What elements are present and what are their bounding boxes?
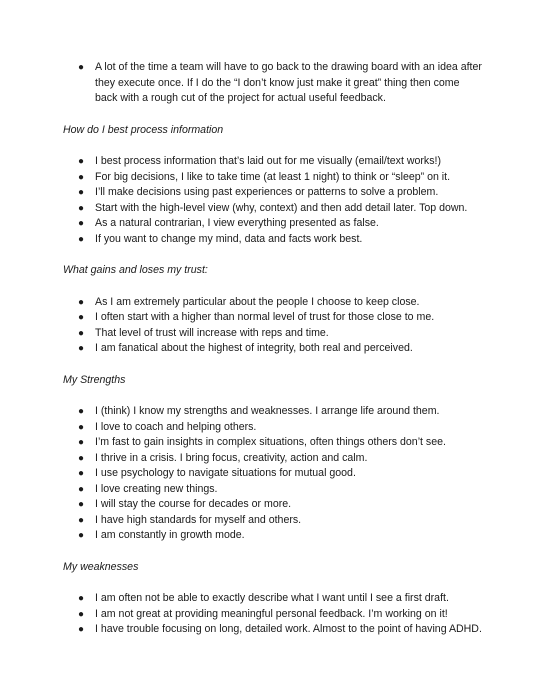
list-item [63, 216, 483, 232]
bullet-icon: ● [78, 452, 85, 464]
intro-list [63, 60, 483, 107]
bullet-icon: ● [78, 296, 85, 308]
list-item-text: I am constantly in growth mode. [95, 529, 245, 541]
list-item [63, 435, 483, 451]
list-item-text: I (think) I know my strengths and weaknesses. I arrange life around them. [95, 405, 440, 417]
list-item-text: I have trouble focusing on long, detailed work. Almost to the point of having ADHD. [95, 623, 482, 635]
bullet-icon: ● [78, 593, 85, 604]
bullet-icon: ● [78, 421, 85, 433]
bullet-icon: ● [78, 624, 85, 635]
list-item-text: I will stay the course for decades or more. [95, 498, 292, 510]
processing-list [63, 154, 483, 247]
list-item-text: As I am extremely particular about the people I choose to keep close. [95, 295, 420, 308]
list-item-text: For big decisions, I like to take time (at least 1 night) to think or “sleep” on it. [95, 170, 451, 183]
list-item [63, 185, 483, 201]
list-item [63, 497, 483, 513]
list-item [63, 232, 483, 248]
section-heading-processing: How do I best process information [63, 123, 224, 136]
bullet-icon: ● [78, 312, 85, 323]
list-item-text: I have high standards for myself and others. [95, 513, 302, 526]
list-item [63, 404, 483, 420]
bullet-icon: ● [78, 156, 85, 167]
list-item [63, 591, 483, 607]
list-item-text: Start with the high-level view (why, context) and then add detail later. Top down. [95, 201, 468, 214]
bullet-icon: ● [78, 187, 85, 198]
bullet-icon: ● [78, 530, 85, 541]
list-item-text: I’m fast to gain insights in complex situations, often things others don’t see. [95, 436, 446, 448]
list-item [63, 513, 483, 529]
bullet-icon: ● [78, 514, 85, 526]
trust-list [63, 295, 483, 357]
list-item [63, 326, 483, 342]
list-item-text: I am fanatical about the highest of integrity, both real and perceived. [95, 342, 413, 354]
strengths-list [63, 404, 483, 544]
bullet-icon: ● [78, 499, 85, 510]
list-item [63, 170, 483, 186]
list-item [63, 622, 483, 638]
list-item-text: I best process information that’s laid out for me visually (email/text works!) [95, 155, 441, 167]
list-item [63, 310, 483, 326]
list-item [63, 60, 483, 107]
list-item-text: A lot of the time a team will have to go back to the drawing board with an idea after they execute once. If I do the “I don’t know just make it great” thing then come back with a rough cut of the project for actual useful feedback. [95, 61, 482, 104]
bullet-icon: ● [78, 62, 85, 73]
list-item [63, 341, 483, 357]
list-item-text: I am often not be able to exactly describe what I want until I see a first draft. [95, 592, 449, 604]
document-body [63, 60, 483, 638]
bullet-icon: ● [78, 437, 85, 448]
section-heading-trust: What gains and loses my trust: [63, 264, 208, 276]
list-item-text: I love to coach and helping others. [95, 420, 257, 433]
bullet-icon: ● [78, 483, 85, 495]
list-item-text: I am not great at providing meaningful personal feedback. I’m working on it! [95, 607, 448, 620]
list-item-text: I thrive in a crisis. I bring focus, creativity, action and calm. [95, 451, 368, 464]
bullet-icon: ● [78, 233, 85, 245]
list-item-text: That level of trust will increase with reps and time. [95, 326, 329, 339]
bullet-icon: ● [78, 171, 85, 183]
bullet-icon: ● [78, 343, 85, 354]
list-item [63, 528, 483, 544]
bullet-icon: ● [78, 327, 85, 339]
section-heading-strengths: My Strengths [63, 373, 126, 386]
weaknesses-list [63, 591, 483, 638]
bullet-icon: ● [78, 608, 85, 620]
list-item [63, 482, 483, 498]
list-item [63, 420, 483, 436]
list-item-text: If you want to change my mind, data and facts work best. [95, 232, 363, 245]
list-item-text: I’ll make decisions using past experiences or patterns to solve a problem. [95, 186, 439, 198]
list-item [63, 295, 483, 311]
bullet-icon: ● [78, 406, 85, 417]
bullet-icon: ● [78, 218, 85, 229]
list-item-text: As a natural contrarian, I view everything presented as false. [95, 217, 379, 229]
list-item [63, 201, 483, 217]
bullet-icon: ● [78, 468, 85, 479]
list-item-text: I love creating new things. [95, 482, 218, 495]
list-item-text: I use psychology to navigate situations for mutual good. [95, 467, 356, 479]
bullet-icon: ● [78, 202, 85, 214]
section-heading-weaknesses: My weaknesses [63, 560, 139, 573]
list-item-text: I often start with a higher than normal level of trust for those close to me. [95, 311, 435, 323]
list-item [63, 451, 483, 467]
list-item [63, 607, 483, 623]
list-item [63, 154, 483, 170]
list-item [63, 466, 483, 482]
